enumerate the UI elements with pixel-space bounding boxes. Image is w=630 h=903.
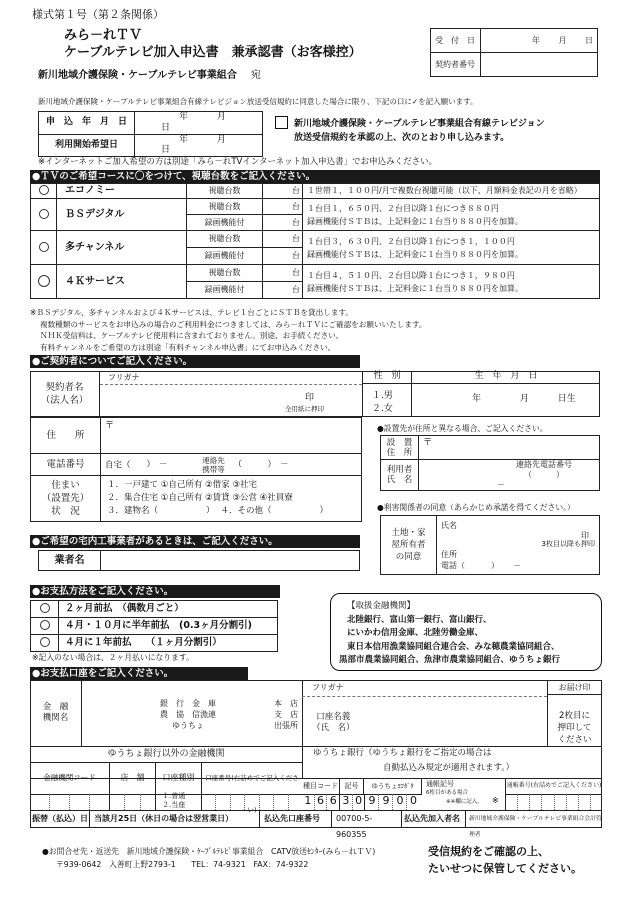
contractor-details xyxy=(30,417,362,522)
store-label: 店 舗 xyxy=(110,762,156,794)
birth-label: 生 年 月 日 xyxy=(412,371,600,384)
form-title-line2: ケーブルテレビ加入申込書 兼承認書（お客様控） xyxy=(64,45,362,60)
passbook-mark: ※ xyxy=(492,796,499,805)
footer-address: 〒939-0642 入善町上野2793-1 TEL：74-9321 FAX：74-9322 xyxy=(56,860,309,869)
bank-types: 銀 行 金 庫 農 協 信漁連 ゆうちょ xyxy=(160,699,216,730)
company-name-label: 業者名 xyxy=(39,551,101,571)
consent-checkbox[interactable] xyxy=(275,116,288,129)
institution-label: 金 融 機関名 xyxy=(30,680,82,746)
contract-no-label: 契約者番号 xyxy=(431,53,481,77)
contractor-company-table xyxy=(38,550,360,571)
install-address-input[interactable]: 〒 xyxy=(419,436,600,460)
install-address-label: 設 置 住 所 xyxy=(381,436,419,460)
course-notes: ※ＢＳデジタル、多チャンネルおよび４Ｋサービスは、テレビ１台ごとにＳＴＢを貸出します。 複数種類のサービスをお申込みの場合のご利用料金につきましては、みら－れＴＶにご確認をお願いいたします。 ＮＨＫ受信料は、ケーブルテレビ使用料に含まれておりません。別途、お手続ください。 有料チャンネルをご希望の方は別途「有料チャンネル申込書」にてお申込みください。 xyxy=(30,308,427,352)
payment-table: ２ヶ月前払 （偶数月ごと） ４月・１０月に半年前払 (0.3ヶ月分割引) ４月に１年前払 （１ヶ月分割引） xyxy=(30,600,278,652)
registered-seal-label: お届け印 xyxy=(547,680,602,695)
apply-dates-table xyxy=(38,111,263,157)
institution-code-cells[interactable] xyxy=(30,794,110,810)
multi-count[interactable]: 台 xyxy=(263,231,303,248)
gender-label: 性 別 xyxy=(362,371,412,384)
passbook-number-cells[interactable] xyxy=(506,794,602,810)
phone-field[interactable]: 自宅（ ） － 連絡先 携帯等 （ ） － xyxy=(101,454,362,476)
transfer-row: 振替（払込）日 当該月25日（休日の場合は翌営業日） 払込先口座番号 00700-5-960355 払込先加入者名 新川地域介護保険・ケーブルテレビ事業組合会計管理者 xyxy=(30,811,602,827)
furigana-label: フリガナ xyxy=(108,373,140,382)
payment-radio-1[interactable] xyxy=(40,603,50,613)
seal-instruction[interactable]: 2枚目に 押印して ください xyxy=(557,711,592,745)
courses-header: ●ＴＶのご希望コースに〇をつけて、視聴台数をご記入ください。 xyxy=(30,170,600,183)
payment-note: ※記入のない場合は、２ヶ月払いになります。 xyxy=(32,653,194,662)
account-no-label: 口座番号(右詰めでご記入ください) xyxy=(205,774,299,814)
account-type-label: 口座種別 xyxy=(156,762,202,794)
install-site-table xyxy=(380,435,600,491)
contract-no-field[interactable] xyxy=(481,53,598,77)
holder-label: 口座名義 （氏 名） xyxy=(312,712,355,733)
passbook-symbol-label: 通帳記号 6桁目がある場合 ※※欄に記入。 xyxy=(422,778,506,810)
received-date-field[interactable]: 年 月 日 xyxy=(481,29,598,53)
seal-note: 全用紙に押印 xyxy=(285,405,324,413)
course-radio-4k[interactable] xyxy=(38,275,50,287)
yucho-format-label: ゆうちょﾖｺｶﾞﾀ xyxy=(364,778,422,794)
branch-types: 本 店 支 店 出張所 xyxy=(274,699,298,730)
consent-intro: 新川地域介護保険・ケーブルテレビ事業組合有線テレビジョン放送受信規約に同意した場合に限り、下記の口に✓を記入願います。 xyxy=(38,97,478,106)
contractor-company-header: ●ご希望の宅内工事業者があるときは、ご記入ください。 xyxy=(30,535,360,548)
other-bank-label: ゆうちょ銀行以外の金融機関 xyxy=(107,749,225,759)
form-title-line1: みら－れＴＶ xyxy=(64,28,143,43)
footer-closing-1: 受信規約をご確認の上、 xyxy=(428,845,549,858)
apply-date-label: 申 込 年 月 日 xyxy=(39,112,135,135)
user-name-label: 利用者 氏 名 xyxy=(381,460,419,491)
residence-options[interactable]: １．一戸建て ①自己所有 ②借家 ③社宅 ２．集合住宅 ①自己所有 ②賃貸 ③公営 ④社員寮 ３．建物名（ ） ４．その他（ ） xyxy=(101,476,362,522)
address-label: 住 所 xyxy=(31,418,101,454)
company-name-input[interactable] xyxy=(101,551,360,571)
course-radio-economy[interactable] xyxy=(39,185,49,195)
stakeholder-label: 土地・家 屋所有者 の同意 xyxy=(381,516,437,575)
account-number-cells[interactable] xyxy=(202,794,302,810)
footer-contact: ●お問合せ先・返送先 新川地域介護保険・ｹｰﾌﾞﾙﾃﾚﾋﾞ事業組合 CATV放送ｾﾝﾀｰ(みら－れＴＶ) xyxy=(42,847,376,856)
stakeholder-note: ●利害関係者の同意（あらかじめ承諾を得てください。） xyxy=(377,503,575,512)
user-name-input[interactable]: 連絡先電話番号 （ ） － xyxy=(419,460,600,491)
holder-furigana: フリガナ xyxy=(312,683,344,692)
yucho-bank-label: ゆうちょ銀行（ゆうちょ銀行をご指定の場合は 自動払込み規定が適用されます。） xyxy=(302,746,602,778)
stakeholder-table xyxy=(380,515,600,575)
stakeholder-input[interactable]: 氏名 印 3枚目以降も押印 住所 電話（ ） － xyxy=(437,516,600,575)
gender-options[interactable]: １.男 ２.女 xyxy=(372,391,393,414)
form-number: 様式第１号（第２条関係） xyxy=(32,8,164,21)
contractor-header: ●ご契約者についてご記入ください。 xyxy=(30,355,360,368)
birth-field[interactable]: 年 月 日生 xyxy=(472,394,576,404)
payment-radio-3[interactable] xyxy=(40,637,50,647)
start-date-field[interactable]: 年 月 日 xyxy=(135,134,263,157)
4k-rec-count[interactable]: 台 xyxy=(263,282,303,299)
residence-label: 住まい （設置先） 状 況 xyxy=(31,476,101,522)
economy-count[interactable]: 台 xyxy=(263,184,303,199)
contractor-seal-mark: 印 xyxy=(305,393,315,403)
received-date-label: 受 付 日 xyxy=(431,29,481,53)
kigo-label: 記号 xyxy=(340,778,364,794)
bs-rec-count[interactable]: 台 xyxy=(263,215,303,231)
4k-count[interactable]: 台 xyxy=(263,265,303,282)
yucho-prefilled-digits: 1 6 6 3 0 9 9 0 0 xyxy=(302,794,422,810)
consent-text: 新川地域介護保険・ケーブルテレビ事業組合有線テレビジョン 放送受信規約を承認の上、次のとおり申し込みます。 xyxy=(294,119,545,143)
apply-date-field[interactable]: 年 月 日 xyxy=(135,112,263,135)
bs-count[interactable]: 台 xyxy=(263,199,303,215)
holder-name-input[interactable] xyxy=(360,698,546,744)
contractor-name-label: 契約者名 （法人名） xyxy=(30,371,100,417)
payment-radio-2[interactable] xyxy=(40,620,50,630)
footer-closing-2: たいせつに保管してください。 xyxy=(428,862,582,875)
phone-label: 電話番号 xyxy=(31,454,101,476)
banks-box: 【取扱金融機関】 北陸銀行、富山第一銀行、富山銀行、 にいかわ信用金庫、北陸労働金庫、 東日本信用漁業協同組合連合会、みな穂農業協同組合、 黒部市農業協同組合、魚津市農業協同組合、ゆうちょ銀行 xyxy=(330,593,602,671)
multi-rec-count[interactable]: 台 xyxy=(263,248,303,265)
account-header: ●お支払口座をご記入ください。 xyxy=(30,667,248,680)
kind-code-label: 種目コード xyxy=(302,778,340,794)
course-row-economy: エコノミー 視聴台数 台 １世帯１，１００円/月で複数台視聴可能（以下、月額料金表記の月を省略） xyxy=(31,184,600,199)
store-code-cells[interactable] xyxy=(110,794,156,810)
reception-box xyxy=(430,28,598,77)
payment-header: ●お支払方法をご記入ください。 xyxy=(30,585,280,598)
account-type-options[interactable]: １.普通 ２.当座 xyxy=(156,792,202,810)
address-input[interactable]: 〒 xyxy=(101,418,362,454)
internet-note: ※インターネットご加入希望の方は別途「みら－れTVインターネット加入申込書」でお申込みください。 xyxy=(38,157,438,167)
courses-table: エコノミー 視聴台数 台 １世帯１，１００円/月で複数台視聴可能（以下、月額料金表記の月を省略） ＢＳデジタル 視聴台数 台 １台目１，６５０円、２台目以降１台につき８８０円 録画機能付ＳＴＢは、上記料金に１台当り８８０円を加算。 録画機能付 台 多チャンネル 視聴台数 台 １台目３，６３０円、２台目以降１台につき１，１００円 録画機能付ＳＴＢは、上記料金に１台当り８８０円を加算。 録画機能付 台 ４Ｋサービス 視聴台数 台 １台目４，５１０円、２台目以降１台につき１，９８０円 録画機能付ＳＴＢは、上記料金に１台当り８８０円を加算。 録画機能付 台 xyxy=(30,183,600,299)
install-site-note: ●設置先が住所と異なる場合、ご記入ください。 xyxy=(377,424,548,433)
passbook-number-label: 通帳番号(右詰めでご記入ください) xyxy=(506,782,602,789)
course-radio-multi[interactable] xyxy=(39,242,49,252)
addressee: 新川地域介護保険・ケーブルテレビ事業組合 宛 xyxy=(38,70,261,81)
course-radio-bs[interactable] xyxy=(39,209,49,219)
start-date-label: 利用開始希望日 xyxy=(39,134,135,157)
institution-code-label: 金融機関コード xyxy=(30,762,110,794)
